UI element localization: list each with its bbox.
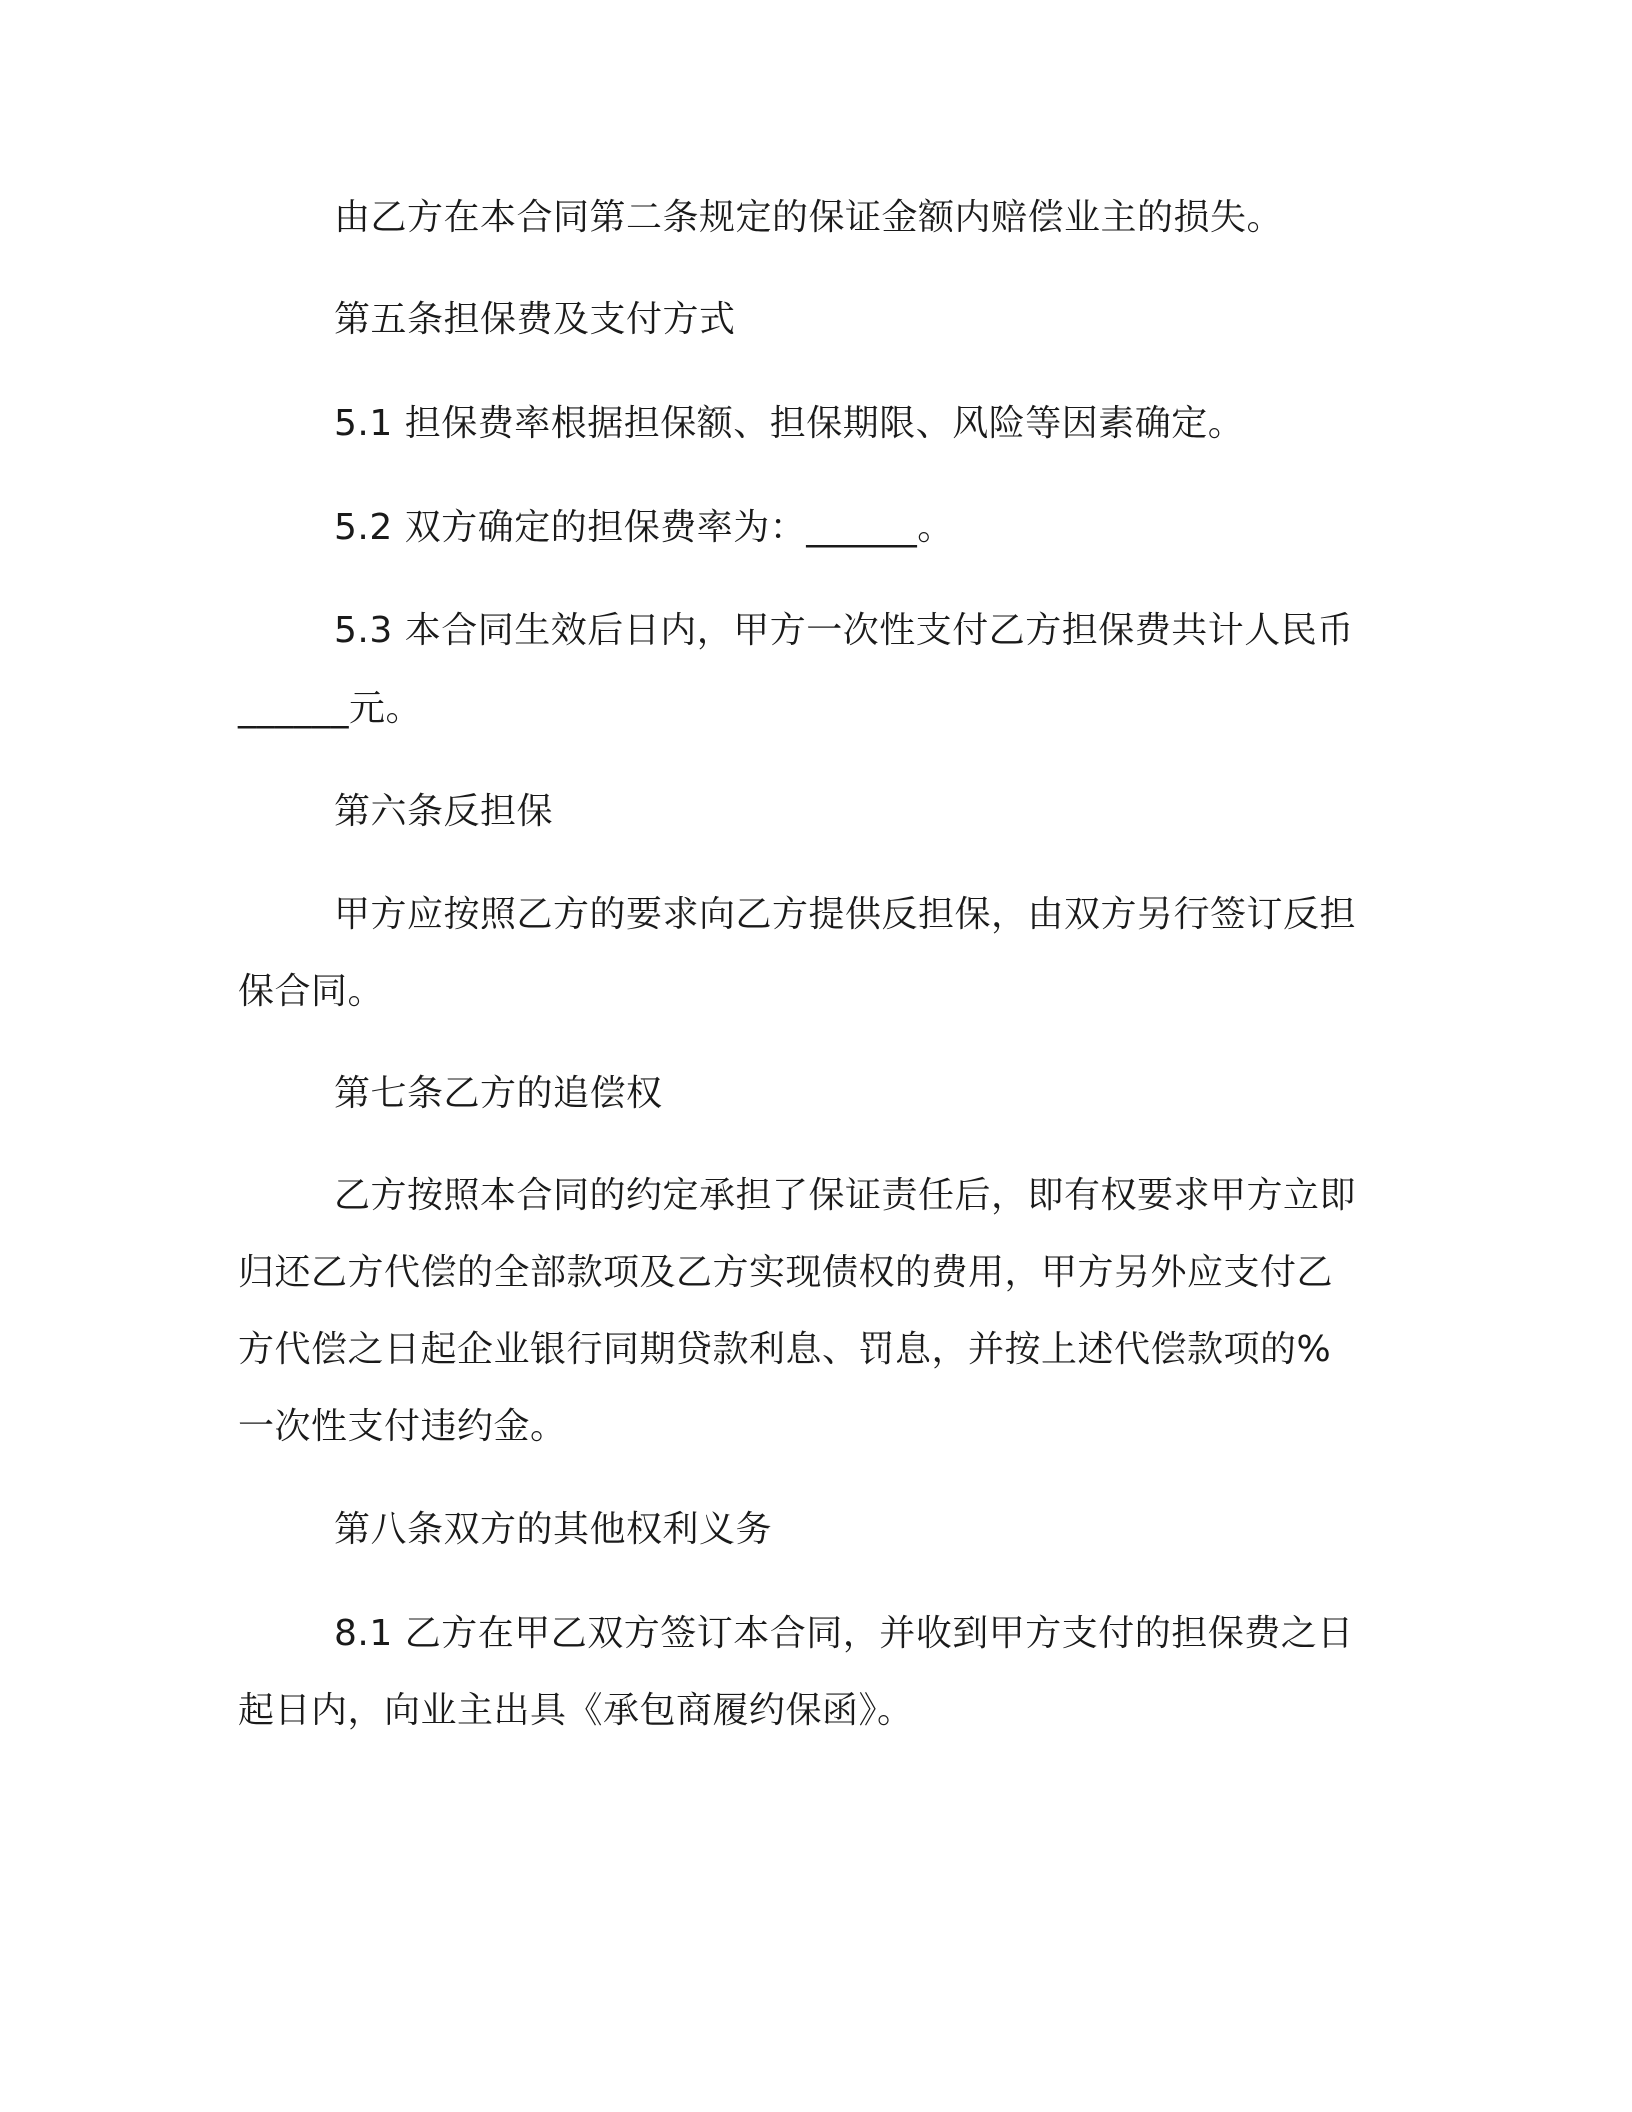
paragraph-line: 8.1 乙方在甲乙双方签订本合同，并收到甲方支付的担保费之日 <box>334 1613 1354 1654</box>
section-heading: 第六条反担保 <box>334 791 554 832</box>
paragraph-line: 5.2 双方确定的担保费率为：______。 <box>334 507 954 548</box>
paragraph-line: 5.1 担保费率根据担保额、担保期限、风险等因素确定。 <box>334 403 1245 444</box>
section-heading: 第五条担保费及支付方式 <box>334 299 736 340</box>
paragraph-line: 保合同。 <box>238 971 385 1012</box>
paragraph-line: 一次性支付违约金。 <box>238 1406 567 1447</box>
paragraph-line: 由乙方在本合同第二条规定的保证金额内赔偿业主的损失。 <box>334 197 1284 238</box>
paragraph-line: 起日内，向业主出具《承包商履约保函》。 <box>238 1690 914 1731</box>
paragraph-line: 归还乙方代偿的全部款项及乙方实现债权的费用，甲方另外应支付乙 <box>238 1252 1334 1293</box>
paragraph-line: 方代偿之日起企业银行同期贷款利息、罚息，并按上述代偿款项的% <box>238 1329 1332 1370</box>
paragraph-line: 甲方应按照乙方的要求向乙方提供反担保，由双方另行签订反担 <box>334 894 1357 935</box>
paragraph-line: ______元。 <box>238 688 423 729</box>
paragraph-line: 乙方按照本合同的约定承担了保证责任后，即有权要求甲方立即 <box>334 1175 1357 1216</box>
section-heading: 第八条双方的其他权利义务 <box>334 1509 773 1550</box>
section-heading: 第七条乙方的追偿权 <box>334 1073 663 1114</box>
paragraph-line: 5.3 本合同生效后日内，甲方一次性支付乙方担保费共计人民币 <box>334 610 1354 651</box>
